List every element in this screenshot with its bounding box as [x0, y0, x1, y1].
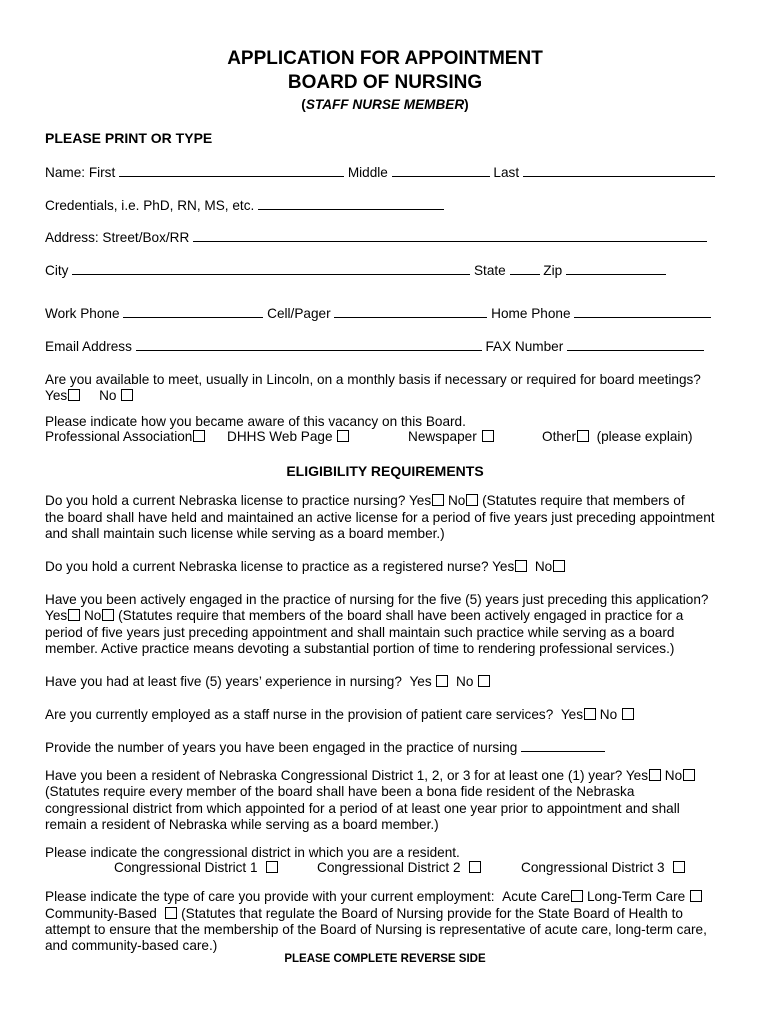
- last-name-field[interactable]: [523, 165, 715, 177]
- q7-line2: (Statutes require every member of the board shall have been a bona fide resident of the Nebraska: [45, 784, 635, 799]
- credentials-row: [45, 197, 444, 214]
- district-2-label: Congressional District 2: [317, 860, 461, 875]
- q7-no-checkbox[interactable]: [683, 769, 695, 781]
- aware-dhhs-label: DHHS Web Page: [227, 429, 333, 444]
- q3-no-checkbox[interactable]: [102, 609, 114, 621]
- q1-yes-label: Yes: [408, 493, 432, 508]
- q7-question: Have you been a resident of Nebraska Congressional District 1, 2, or 3 for at least one (1) year?: [45, 768, 623, 783]
- availability-options: [45, 387, 133, 404]
- availability-no-checkbox[interactable]: [121, 389, 133, 401]
- zip-field[interactable]: [566, 263, 666, 275]
- cell-pager-label: Cell/Pager: [267, 306, 331, 321]
- middle-name-label: Middle: [347, 165, 388, 180]
- aware-dhhs: [227, 429, 349, 444]
- q3-line2: [45, 607, 683, 624]
- long-term-checkbox[interactable]: [690, 890, 702, 902]
- form-subtitle-board: BOARD OF NURSING: [287, 72, 483, 93]
- home-phone-label: Home Phone: [491, 306, 571, 321]
- q1-line2: the board shall have held and maintained an active license for a period of five years just preceding appointment: [45, 510, 715, 525]
- q4-yes-checkbox[interactable]: [436, 675, 448, 687]
- paren-close: ): [464, 97, 469, 112]
- q5-question: Are you currently employed as a staff nurse in the provision of patient care services?: [45, 707, 554, 722]
- work-phone-label: Work Phone: [45, 306, 120, 321]
- fax-label: FAX Number: [485, 339, 564, 354]
- city-label: City: [45, 263, 69, 278]
- district-2-checkbox[interactable]: [469, 861, 481, 873]
- form-title: APPLICATION FOR APPOINTMENT: [227, 48, 543, 69]
- district-2-option: [317, 860, 481, 875]
- q9-note: (Statutes that regulate the Board of Nursing provide for the State Board of Health to: [181, 906, 683, 921]
- q9-line2: [45, 905, 683, 922]
- q3-no-label: No: [83, 608, 102, 623]
- first-name-label: Name: First: [45, 165, 116, 180]
- q2-line: [45, 558, 565, 575]
- q9-line3: attempt to ensure that the membership of the Board of Nursing is representative of acute care, long-term care,: [45, 922, 707, 937]
- community-checkbox[interactable]: [165, 907, 177, 919]
- email-row: [45, 338, 704, 355]
- q1-no-label: No: [447, 493, 466, 508]
- district-1-option: [114, 860, 278, 875]
- district-3-option: [521, 860, 685, 875]
- email-label: Email Address: [45, 339, 132, 354]
- address-row: [45, 229, 707, 246]
- q3-line4: member. Active practice means devoting a substantial portion of time to rendering professional services.): [45, 641, 675, 656]
- name-row: [45, 164, 715, 181]
- fax-field[interactable]: [567, 339, 704, 351]
- aware-other-checkbox[interactable]: [577, 430, 589, 442]
- aware-newspaper: [408, 429, 494, 444]
- phone-row: [45, 305, 711, 322]
- aware-prof-label: Professional Association: [45, 429, 193, 444]
- credentials-field[interactable]: [258, 198, 444, 210]
- q7-line3: congressional district from which appointed for a period of at least one year prior to appointment and shall: [45, 801, 680, 816]
- q4-line: [45, 673, 490, 690]
- district-3-checkbox[interactable]: [673, 861, 685, 873]
- work-phone-field[interactable]: [123, 306, 263, 318]
- form-member-type: [0, 97, 770, 112]
- q5-line: [45, 706, 634, 723]
- years-practice-field[interactable]: [521, 740, 605, 752]
- email-field[interactable]: [136, 339, 482, 351]
- q9-question: Please indicate the type of care you provide with your current employment:: [45, 889, 495, 904]
- q5-no-checkbox[interactable]: [622, 708, 634, 720]
- q2-no-label: No: [534, 559, 553, 574]
- aware-explain-label: (please explain): [596, 429, 693, 444]
- q2-yes-label: Yes: [492, 559, 515, 574]
- last-name-label: Last: [493, 165, 520, 180]
- q4-no-checkbox[interactable]: [478, 675, 490, 687]
- q1-line1: [45, 492, 685, 509]
- aware-news-label: Newspaper: [408, 429, 477, 444]
- q1-line3: and shall maintain such license while serving as a board member.): [45, 526, 445, 541]
- q2-question: Do you hold a current Nebraska license to practice as a registered nurse?: [45, 559, 489, 574]
- q9-line4: and community-based care.): [45, 938, 218, 953]
- footer-instruction: PLEASE COMPLETE REVERSE SIDE: [284, 953, 486, 965]
- eligibility-heading: ELIGIBILITY REQUIREMENTS: [286, 463, 484, 479]
- paren-open: (: [301, 97, 306, 112]
- district-1-checkbox[interactable]: [266, 861, 278, 873]
- q9-line1: [45, 888, 702, 905]
- availability-yes-checkbox[interactable]: [68, 389, 80, 401]
- q7-yes-label: Yes: [625, 768, 648, 783]
- q5-yes-label: Yes: [560, 707, 584, 722]
- q3-yes-label: Yes: [45, 608, 68, 623]
- home-phone-field[interactable]: [574, 306, 711, 318]
- q1-yes-checkbox[interactable]: [432, 494, 444, 506]
- q2-no-checkbox[interactable]: [553, 560, 565, 572]
- availability-question: Are you available to meet, usually in Lincoln, on a monthly basis if necessary or required for board meetings?: [45, 372, 701, 387]
- acute-care-label: Acute Care: [502, 889, 571, 904]
- first-name-field[interactable]: [119, 165, 344, 177]
- q7-yes-checkbox[interactable]: [649, 769, 661, 781]
- aware-other: [542, 429, 693, 444]
- aware-dhhs-checkbox[interactable]: [337, 430, 349, 442]
- q7-line1: [45, 767, 695, 784]
- state-field[interactable]: [510, 263, 540, 275]
- address-label: Address: Street/Box/RR: [45, 230, 190, 245]
- q1-question: Do you hold a current Nebraska license to practice nursing?: [45, 493, 406, 508]
- q7-no-label: No: [664, 768, 683, 783]
- availability-no-label: No: [99, 388, 117, 403]
- aware-question: Please indicate how you became aware of this vacancy on this Board.: [45, 414, 466, 429]
- aware-prof-checkbox[interactable]: [193, 430, 205, 442]
- q4-no-label: No: [456, 674, 474, 689]
- q5-yes-checkbox[interactable]: [584, 708, 596, 720]
- aware-professional: [45, 429, 205, 444]
- middle-name-field[interactable]: [392, 165, 490, 177]
- q1-note: (Statutes require that members of: [482, 493, 685, 508]
- district-1-label: Congressional District 1: [114, 860, 258, 875]
- cell-pager-field[interactable]: [334, 306, 487, 318]
- q7-line4: remain a resident of Nebraska while serving as a board member.): [45, 817, 439, 832]
- q3-line1: Have you been actively engaged in the practice of nursing for the five (5) years just preceding this application?: [45, 592, 709, 607]
- q1-no-checkbox[interactable]: [466, 494, 478, 506]
- city-field[interactable]: [72, 263, 470, 275]
- city-row: [45, 262, 666, 279]
- q3-yes-checkbox[interactable]: [68, 609, 80, 621]
- aware-news-checkbox[interactable]: [482, 430, 494, 442]
- q6-line: [45, 739, 605, 756]
- q8-line1: Please indicate the congressional district in which you are a resident.: [45, 845, 460, 860]
- q5-no-label: No: [599, 707, 618, 722]
- member-type-text: STAFF NURSE MEMBER: [305, 97, 465, 112]
- credentials-label: Credentials, i.e. PhD, RN, MS, etc.: [45, 198, 255, 213]
- q6-question: Provide the number of years you have been engaged in the practice of nursing: [45, 740, 518, 755]
- district-3-label: Congressional District 3: [521, 860, 665, 875]
- q4-question: Have you had at least five (5) years’ experience in nursing?: [45, 674, 402, 689]
- aware-other-label: Other: [542, 429, 576, 444]
- long-term-label: Long-Term Care: [586, 889, 686, 904]
- q2-yes-checkbox[interactable]: [515, 560, 527, 572]
- address-field[interactable]: [193, 230, 707, 242]
- community-label: Community-Based: [45, 906, 157, 921]
- acute-care-checkbox[interactable]: [571, 890, 583, 902]
- availability-yes-label: Yes: [45, 388, 68, 403]
- state-label: State: [473, 263, 506, 278]
- print-instruction: PLEASE PRINT OR TYPE: [45, 130, 213, 146]
- q4-yes-label: Yes: [409, 674, 432, 689]
- q3-note: (Statutes require that members of the board shall have been actively engaged in practice for a: [118, 608, 684, 623]
- q3-line3: period of five years just preceding appointment and shall maintain such practice while serving as a board: [45, 625, 675, 640]
- zip-label: Zip: [543, 263, 563, 278]
